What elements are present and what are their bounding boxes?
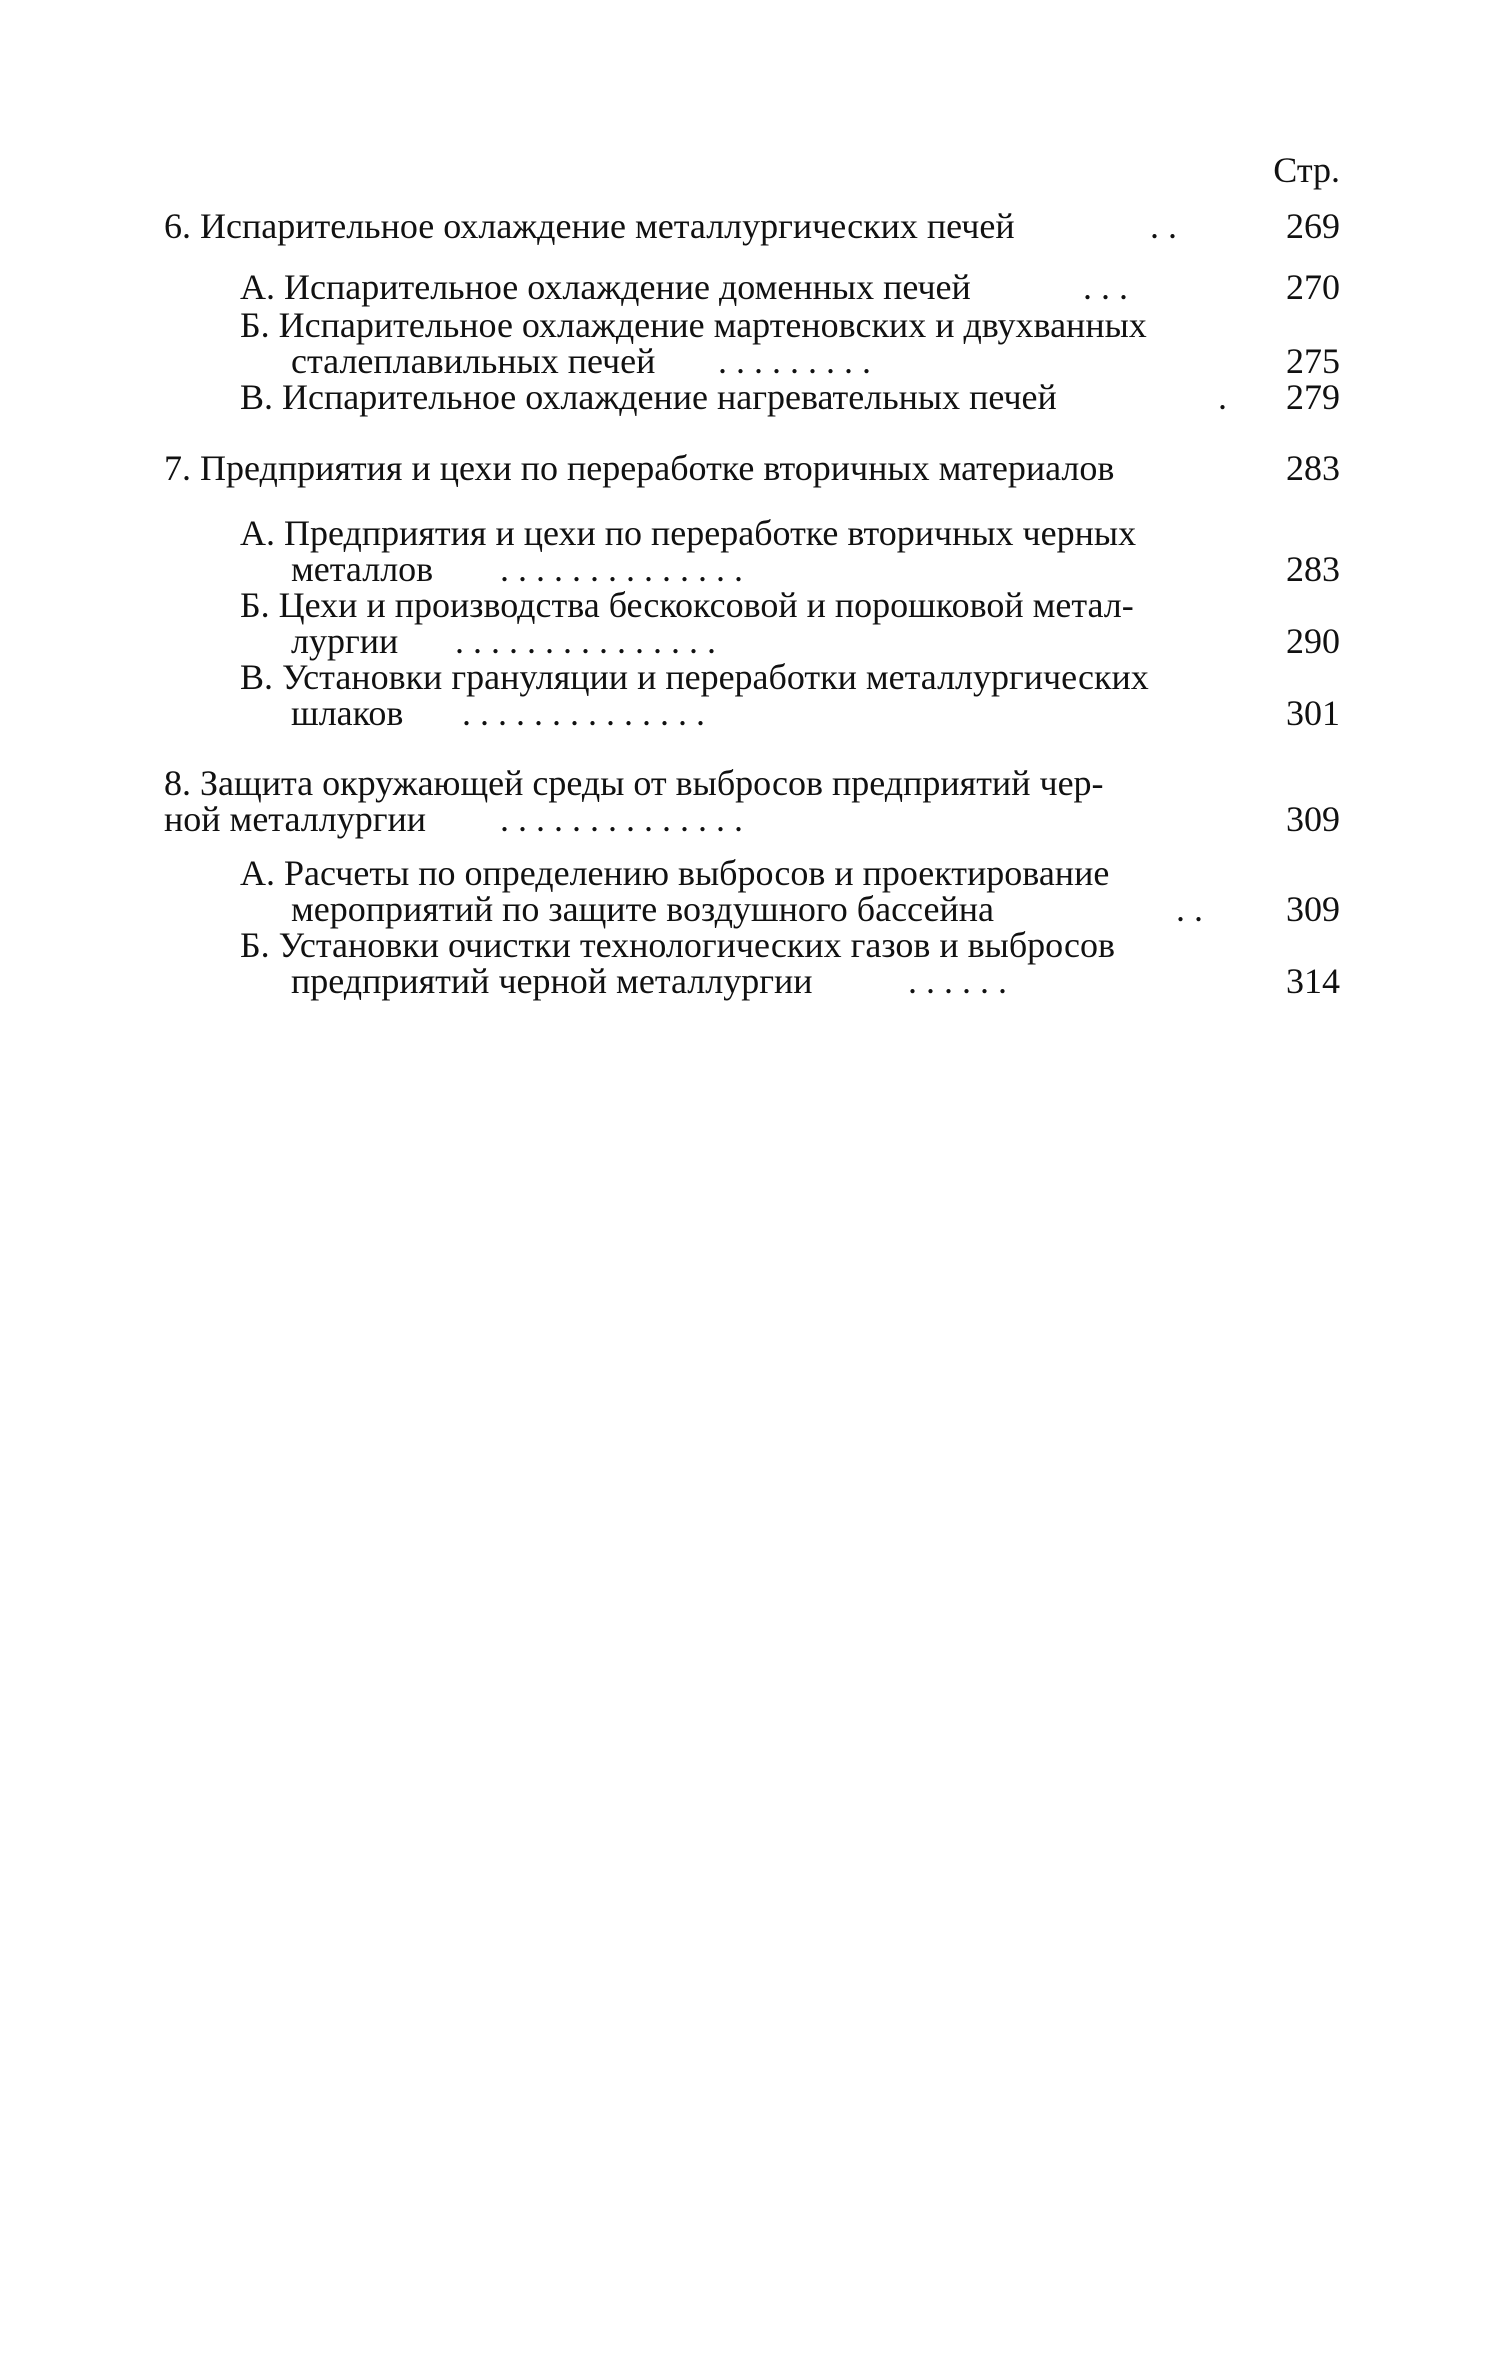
- toc-entry-title: В. Установки грануляции и переработки металлургических: [240, 657, 1149, 697]
- toc-leader: . . .: [1083, 267, 1128, 307]
- toc-entry-6a: [0, 268, 1500, 306]
- page-column-header: Стр.: [1273, 150, 1340, 190]
- toc-page-number: 270: [1286, 267, 1340, 307]
- toc-entry-title: сталеплавильных печей: [291, 341, 656, 381]
- toc-page-number: 275: [1286, 341, 1340, 381]
- toc-entry-title: Б. Испарительное охлаждение мартеновских и двухванных: [240, 305, 1147, 345]
- toc-leader: . .: [1150, 206, 1177, 246]
- toc-page-number: 269: [1286, 206, 1340, 246]
- toc-page-number: 279: [1286, 377, 1340, 417]
- toc-entry-6c: [0, 378, 1500, 416]
- toc-entry-8b-line1: [0, 926, 1500, 964]
- toc-entry-title: В. Испарительное охлаждение нагревательных печей: [240, 377, 1057, 417]
- toc-entry-7: [0, 449, 1500, 487]
- toc-page-number: 283: [1286, 549, 1340, 589]
- toc-entry-8b-line2: [0, 962, 1500, 1000]
- toc-page-number: 309: [1286, 889, 1340, 929]
- toc-entry-8a-line2: [0, 890, 1500, 928]
- toc-page-number: 301: [1286, 693, 1340, 733]
- toc-entry-title: 7. Предприятия и цехи по переработке вторичных материалов: [164, 448, 1115, 488]
- toc-leader: . . . . . . . . . . . . . .: [462, 693, 705, 733]
- toc-leader: .: [1218, 377, 1227, 417]
- toc-entry-6: [0, 207, 1500, 245]
- toc-entry-8-line1: [0, 764, 1500, 802]
- toc-entry-8a-line1: [0, 854, 1500, 892]
- toc-page-number: 290: [1286, 621, 1340, 661]
- toc-entry-title: 6. Испарительное охлаждение металлургических печей: [164, 206, 1015, 246]
- toc-page-number: 283: [1286, 448, 1340, 488]
- toc-entry-7a-line1: [0, 514, 1500, 552]
- toc-entry-7a-line2: [0, 550, 1500, 588]
- toc-entry-title: 8. Защита окружающей среды от выбросов предприятий чер-: [164, 763, 1104, 803]
- toc-entry-6b-line2: [0, 342, 1500, 380]
- toc-entry-title: Б. Установки очистки технологических газов и выбросов: [240, 925, 1116, 965]
- toc-page-number: 314: [1286, 961, 1340, 1001]
- toc-entry-8-line2: [0, 800, 1500, 838]
- toc-entry-title: А. Расчеты по определению выбросов и проектирование: [240, 853, 1110, 893]
- toc-entry-title: металлов: [291, 549, 434, 589]
- toc-entry-7c-line2: [0, 694, 1500, 732]
- toc-entry-7b-line1: [0, 586, 1500, 624]
- toc-entry-title: ной металлургии: [164, 799, 426, 839]
- toc-entry-7b-line2: [0, 622, 1500, 660]
- toc-entry-7c-line1: [0, 658, 1500, 696]
- toc-entry-title: шлаков: [291, 693, 404, 733]
- toc-page-number: 309: [1286, 799, 1340, 839]
- toc-entry-6b-line1: [0, 306, 1500, 344]
- toc-entry-title: А. Предприятия и цехи по переработке вторичных черных: [240, 513, 1137, 553]
- toc-leader: . . . . . .: [908, 961, 1007, 1001]
- toc-leader: . . . . . . . . . . . . . .: [500, 799, 743, 839]
- toc-entry-title: предприятий черной металлургии: [291, 961, 813, 1001]
- toc-entry-title: А. Испарительное охлаждение доменных печей: [240, 267, 971, 307]
- toc-entry-title: мероприятий по защите воздушного бассейна: [291, 889, 994, 929]
- toc-entry-title: Б. Цехи и производства бескоксовой и порошковой метал-: [240, 585, 1134, 625]
- toc-leader: . . . . . . . . .: [718, 341, 871, 381]
- toc-leader: . . . . . . . . . . . . . . .: [455, 621, 716, 661]
- toc-leader: . . . . . . . . . . . . . .: [500, 549, 743, 589]
- toc-leader: . .: [1176, 889, 1203, 929]
- toc-entry-title: лургии: [291, 621, 399, 661]
